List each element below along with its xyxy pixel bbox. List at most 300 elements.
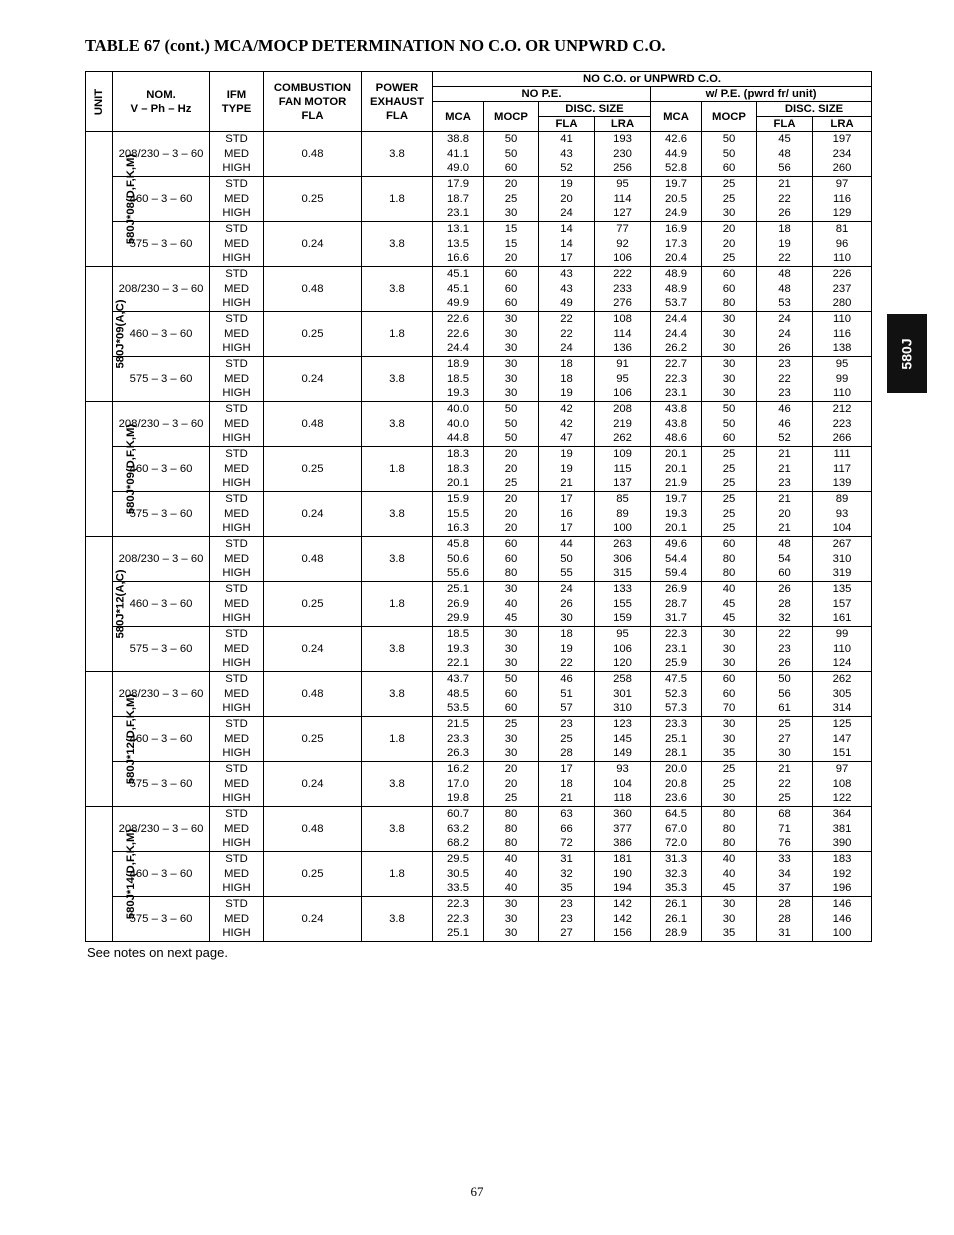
- ifm-type-cell-value: STD: [225, 628, 248, 640]
- lra2-cell-value: 197: [832, 133, 852, 145]
- mocp2-cell-value: 40: [722, 853, 736, 865]
- mca-cell-value: 25.1: [447, 927, 469, 940]
- header-w-pe: w/ P.E. (pwrd fr/ unit): [651, 87, 872, 102]
- mocp-cell-value: 30: [504, 327, 518, 340]
- mocp-cell-value: 30: [504, 747, 518, 760]
- mca-cell-value: 55.6: [447, 567, 469, 580]
- fla2-cell-value: 21: [778, 763, 791, 775]
- mca-cell: [433, 492, 484, 537]
- mocp2-cell-value: 25: [722, 493, 736, 505]
- mca2-cell-value: 48.9: [665, 268, 687, 280]
- header-ifm-type: IFM TYPE: [210, 72, 264, 132]
- fla2-cell: [757, 357, 813, 402]
- header-no-pe: NO P.E.: [433, 87, 651, 102]
- lra2-cell-value: 125: [832, 718, 852, 730]
- fla2-cell-value: 46: [778, 403, 791, 415]
- ifm-type-cell-value: MED: [223, 642, 250, 655]
- lra-cell-value: 155: [613, 597, 632, 610]
- lra2-cell-value: 89: [835, 493, 849, 505]
- fla2-cell-value: 34: [778, 867, 791, 880]
- fla-cell: [539, 132, 595, 177]
- fla-cell-value: 21: [560, 792, 573, 805]
- table-row: [86, 852, 872, 897]
- fla2-cell-value: 24: [778, 313, 791, 325]
- mocp-cell-value: 50: [504, 403, 518, 415]
- mca2-cell-value: 20.8: [665, 777, 687, 790]
- mca2-cell-value: 20.1: [665, 448, 687, 460]
- fla-cell-value: 44: [560, 538, 573, 550]
- mca2-cell-value: 20.1: [665, 462, 687, 475]
- mocp2-cell-value: 30: [722, 342, 736, 355]
- fla2-cell-value: 23: [778, 477, 791, 490]
- lra2-cell-value: 260: [832, 162, 852, 175]
- mca-cell: [433, 672, 484, 717]
- power-exhaust-fla-cell: 3.8: [362, 672, 433, 717]
- combustion-fla-cell: 0.24: [264, 897, 362, 942]
- mocp2-cell-value: 25: [722, 462, 736, 475]
- mca2-cell-value: 22.3: [665, 372, 687, 385]
- lra-cell-value: 100: [613, 522, 632, 535]
- fla-cell-value: 22: [560, 327, 573, 340]
- unit-label: 580J*08(D,F,K,M): [86, 132, 113, 267]
- combustion-fla-cell: 0.25: [264, 312, 362, 357]
- fla-cell: [539, 312, 595, 357]
- lra2-cell-value: 234: [832, 147, 852, 160]
- table-row: [86, 672, 872, 717]
- mca2-cell: [651, 537, 702, 582]
- mocp-cell: [484, 177, 539, 222]
- lra2-cell-value: 381: [832, 822, 852, 835]
- lra-cell-value: 181: [613, 853, 632, 865]
- fla2-cell: [757, 582, 813, 627]
- mca2-cell-value: 25.1: [665, 732, 687, 745]
- fla-cell-value: 14: [560, 237, 573, 250]
- combustion-fla-cell: 0.24: [264, 762, 362, 807]
- mocp2-cell: [702, 672, 757, 717]
- lra2-cell-value: 212: [832, 403, 852, 415]
- fla-cell-value: 72: [560, 837, 573, 850]
- voltage-cell: 208/230 – 3 – 60: [113, 402, 210, 447]
- mocp2-cell-value: 25: [722, 522, 736, 535]
- fla2-cell-value: 30: [778, 747, 791, 760]
- mca2-cell-value: 20.4: [665, 252, 687, 265]
- ifm-type-cell-value: STD: [225, 853, 248, 865]
- fla-cell-value: 46: [560, 673, 573, 685]
- ifm-type-cell-value: MED: [223, 462, 250, 475]
- mocp-cell-value: 60: [504, 297, 518, 310]
- power-exhaust-fla-cell: 3.8: [362, 222, 433, 267]
- fla2-cell: [757, 492, 813, 537]
- fla2-cell-value: 21: [778, 522, 791, 535]
- mca2-cell-value: 16.9: [665, 223, 687, 235]
- lra2-cell-value: 223: [832, 417, 852, 430]
- mca-cell-value: 45.8: [447, 538, 469, 550]
- ifm-type-cell: [210, 402, 264, 447]
- lra2-cell: [813, 267, 872, 312]
- mca-cell: [433, 447, 484, 492]
- mocp-cell: [484, 222, 539, 267]
- mocp2-cell-value: 25: [722, 448, 736, 460]
- lra-cell-value: 95: [616, 372, 629, 385]
- lra2-cell-value: 129: [832, 207, 852, 220]
- mca2-cell-value: 57.3: [665, 702, 687, 715]
- fla2-cell-value: 27: [778, 732, 791, 745]
- lra-cell-value: 93: [616, 763, 629, 775]
- ifm-type-cell-value: HIGH: [222, 837, 251, 850]
- lra-cell: [595, 897, 651, 942]
- mocp2-cell: [702, 402, 757, 447]
- mocp2-cell: [702, 447, 757, 492]
- header-mocp-pe: MOCP: [702, 102, 757, 132]
- ifm-type-cell-value: HIGH: [222, 252, 251, 265]
- header-mca-pe: MCA: [651, 102, 702, 132]
- ifm-type-cell-value: HIGH: [222, 702, 251, 715]
- ifm-type-cell: [210, 537, 264, 582]
- fla-cell-value: 49: [560, 297, 573, 310]
- lra2-cell: [813, 627, 872, 672]
- lra-cell: [595, 177, 651, 222]
- lra2-cell-value: 97: [835, 178, 849, 190]
- lra2-cell-value: 146: [832, 898, 852, 910]
- mca-cell-value: 53.5: [447, 702, 469, 715]
- fla-cell: [539, 807, 595, 852]
- lra2-cell-value: 267: [832, 538, 852, 550]
- fla-cell: [539, 402, 595, 447]
- lra2-cell-value: 135: [832, 583, 852, 595]
- mca2-cell-value: 23.6: [665, 792, 687, 805]
- fla-cell: [539, 222, 595, 267]
- mocp2-cell-value: 80: [722, 837, 736, 850]
- ifm-type-cell: [210, 177, 264, 222]
- lra2-cell-value: 146: [832, 912, 852, 925]
- lra-cell-value: 114: [613, 192, 632, 205]
- fla-cell-value: 18: [560, 358, 573, 370]
- lra-cell: [595, 132, 651, 177]
- lra2-cell-value: 124: [832, 657, 852, 670]
- ifm-type-cell-value: STD: [225, 313, 248, 325]
- mocp-cell-value: 30: [504, 387, 518, 400]
- mocp-cell-value: 20: [504, 493, 518, 505]
- mca2-cell: [651, 897, 702, 942]
- lra2-cell: [813, 492, 872, 537]
- combustion-fla-cell: 0.25: [264, 447, 362, 492]
- mca-cell-value: 15.5: [447, 507, 469, 520]
- ifm-type-cell-value: MED: [223, 822, 250, 835]
- mocp2-cell-value: 45: [722, 882, 736, 895]
- mocp-cell-value: 60: [504, 268, 518, 280]
- lra-cell-value: 95: [616, 178, 629, 190]
- combustion-fla-cell: 0.48: [264, 132, 362, 177]
- lra2-cell-value: 110: [833, 313, 852, 325]
- combustion-fla-cell: 0.24: [264, 357, 362, 402]
- lra-cell: [595, 852, 651, 897]
- mocp2-cell-value: 25: [722, 477, 736, 490]
- fla2-cell: [757, 132, 813, 177]
- fla2-cell-value: 23: [778, 358, 791, 370]
- lra-cell: [595, 402, 651, 447]
- lra2-cell-value: 390: [832, 837, 852, 850]
- mocp2-cell-value: 25: [722, 192, 736, 205]
- mocp-cell-value: 40: [504, 597, 518, 610]
- voltage-cell: 208/230 – 3 – 60: [113, 672, 210, 717]
- fla2-cell-value: 33: [778, 853, 791, 865]
- voltage-cell: 575 – 3 – 60: [113, 762, 210, 807]
- mocp-cell-value: 20: [504, 507, 518, 520]
- lra-cell-value: 262: [613, 432, 632, 445]
- mocp-cell: [484, 132, 539, 177]
- mca2-cell: [651, 402, 702, 447]
- ifm-type-cell: [210, 492, 264, 537]
- ifm-type-cell-value: STD: [225, 358, 248, 370]
- ifm-type-cell-value: MED: [223, 777, 250, 790]
- mca2-cell: [651, 762, 702, 807]
- mocp2-cell-value: 80: [722, 297, 736, 310]
- mca2-cell-value: 49.6: [665, 538, 687, 550]
- fla2-cell-value: 56: [778, 162, 791, 175]
- mocp-cell-value: 80: [504, 808, 518, 820]
- mca2-cell: [651, 177, 702, 222]
- mca2-cell-value: 19.7: [665, 178, 687, 190]
- lra-cell-value: 256: [613, 162, 632, 175]
- mocp2-cell: [702, 537, 757, 582]
- ifm-type-cell-value: HIGH: [222, 162, 251, 175]
- fla2-cell-value: 32: [778, 612, 791, 625]
- voltage-cell: 460 – 3 – 60: [113, 582, 210, 627]
- ifm-type-cell: [210, 582, 264, 627]
- mca2-cell-value: 17.3: [665, 237, 687, 250]
- ifm-type-cell-value: HIGH: [222, 747, 251, 760]
- fla-cell-value: 31: [560, 853, 573, 865]
- fla2-cell: [757, 402, 813, 447]
- fla2-cell-value: 48: [778, 282, 791, 295]
- mca-cell: [433, 222, 484, 267]
- ifm-type-cell-value: STD: [225, 403, 248, 415]
- power-exhaust-fla-cell: 3.8: [362, 492, 433, 537]
- table-row: [86, 762, 872, 807]
- mca2-cell-value: 28.9: [665, 927, 687, 940]
- ifm-type-cell-value: HIGH: [222, 342, 251, 355]
- mocp2-cell-value: 30: [722, 358, 736, 370]
- mocp-cell-value: 50: [504, 133, 518, 145]
- fla2-cell-value: 21: [778, 493, 791, 505]
- unit-label: 580J*09(D,F,K,M): [86, 402, 113, 537]
- lra-cell-value: 193: [613, 133, 632, 145]
- table-row: [86, 177, 872, 222]
- mocp2-cell-value: 30: [722, 732, 736, 745]
- fla-cell-value: 17: [560, 522, 573, 535]
- fla2-cell-value: 28: [778, 898, 791, 910]
- mocp-cell-value: 60: [504, 282, 518, 295]
- combustion-fla-cell: 0.48: [264, 402, 362, 447]
- lra-cell-value: 142: [613, 898, 632, 910]
- lra-cell-value: 104: [613, 777, 632, 790]
- mca-cell-value: 22.6: [447, 327, 469, 340]
- mocp-cell: [484, 807, 539, 852]
- fla-cell-value: 30: [560, 612, 573, 625]
- combustion-fla-cell: 0.48: [264, 537, 362, 582]
- lra2-cell-value: 97: [835, 763, 849, 775]
- mocp-cell-value: 30: [504, 358, 518, 370]
- power-exhaust-fla-cell: 3.8: [362, 627, 433, 672]
- fla-cell-value: 50: [560, 552, 573, 565]
- lra-cell: [595, 762, 651, 807]
- fla2-cell: [757, 177, 813, 222]
- mocp-cell-value: 20: [504, 252, 518, 265]
- lra2-cell-value: 138: [832, 342, 852, 355]
- mca-cell-value: 16.6: [447, 252, 469, 265]
- fla-cell-value: 52: [560, 162, 573, 175]
- fla2-cell-value: 31: [778, 927, 791, 940]
- fla-cell-value: 19: [560, 448, 573, 460]
- mocp-cell-value: 80: [504, 822, 518, 835]
- mocp-cell-value: 25: [504, 718, 518, 730]
- fla2-cell-value: 48: [778, 147, 791, 160]
- lra-cell-value: 194: [613, 882, 632, 895]
- fla2-cell-value: 53: [778, 297, 791, 310]
- lra2-cell: [813, 132, 872, 177]
- ifm-type-cell: [210, 447, 264, 492]
- mca-cell: [433, 582, 484, 627]
- mocp-cell-value: 20: [504, 777, 518, 790]
- fla2-cell: [757, 312, 813, 357]
- lra-cell-value: 123: [613, 718, 632, 730]
- fla-cell-value: 42: [560, 403, 573, 415]
- mocp2-cell: [702, 132, 757, 177]
- fla-cell-value: 32: [560, 867, 573, 880]
- lra2-cell-value: 196: [832, 882, 852, 895]
- mocp2-cell-value: 60: [722, 673, 736, 685]
- mocp2-cell: [702, 897, 757, 942]
- mca-cell-value: 45.1: [447, 268, 469, 280]
- fla2-cell-value: 25: [778, 718, 791, 730]
- mocp2-cell: [702, 267, 757, 312]
- table-row: [86, 222, 872, 267]
- table-row: [86, 357, 872, 402]
- mocp2-cell: [702, 492, 757, 537]
- fla2-cell-value: 26: [778, 207, 791, 220]
- mocp-cell-value: 60: [504, 162, 518, 175]
- mca2-cell-value: 42.6: [665, 133, 687, 145]
- lra-cell-value: 377: [613, 822, 632, 835]
- fla2-cell: [757, 852, 813, 897]
- fla-cell-value: 19: [560, 462, 573, 475]
- ifm-type-cell-value: MED: [223, 597, 250, 610]
- power-exhaust-fla-cell: 3.8: [362, 537, 433, 582]
- lra2-cell-value: 364: [832, 808, 852, 820]
- table-row: [86, 267, 872, 312]
- mocp-cell-value: 60: [504, 552, 518, 565]
- lra2-cell-value: 99: [835, 372, 849, 385]
- mocp2-cell-value: 50: [722, 133, 736, 145]
- lra-cell-value: 109: [613, 448, 632, 460]
- fla2-cell-value: 26: [778, 657, 791, 670]
- mocp2-cell: [702, 177, 757, 222]
- ifm-type-cell-value: STD: [225, 718, 248, 730]
- mocp-cell-value: 40: [504, 867, 518, 880]
- fla-cell-value: 20: [560, 192, 573, 205]
- mca2-cell-value: 23.3: [665, 718, 687, 730]
- table-row: [86, 492, 872, 537]
- fla-cell-value: 22: [560, 313, 573, 325]
- mca-cell-value: 48.5: [447, 687, 469, 700]
- ifm-type-cell-value: MED: [223, 912, 250, 925]
- fla2-cell-value: 28: [778, 597, 791, 610]
- mocp2-cell-value: 60: [722, 687, 736, 700]
- mca-cell-value: 43.7: [447, 673, 469, 685]
- voltage-cell: 575 – 3 – 60: [113, 357, 210, 402]
- fla-cell-value: 24: [560, 583, 573, 595]
- ifm-type-cell-value: STD: [225, 808, 248, 820]
- fla2-cell-value: 76: [778, 837, 791, 850]
- lra2-cell-value: 161: [832, 612, 852, 625]
- fla2-cell: [757, 762, 813, 807]
- voltage-cell: 575 – 3 – 60: [113, 222, 210, 267]
- lra-cell-value: 136: [613, 342, 632, 355]
- fla-cell-value: 18: [560, 777, 573, 790]
- fla2-cell-value: 37: [778, 882, 791, 895]
- fla-cell: [539, 492, 595, 537]
- table-row: [86, 717, 872, 762]
- mca-cell-value: 19.3: [447, 387, 469, 400]
- mocp-cell-value: 15: [504, 237, 518, 250]
- fla2-cell-value: 45: [778, 133, 791, 145]
- mca-cell-value: 26.9: [447, 597, 469, 610]
- lra-cell-value: 230: [613, 147, 632, 160]
- mca2-cell-value: 48.6: [665, 432, 687, 445]
- power-exhaust-fla-cell: 3.8: [362, 807, 433, 852]
- lra-cell-value: 301: [613, 687, 632, 700]
- fla2-cell-value: 22: [778, 252, 791, 265]
- ifm-type-cell-value: STD: [225, 493, 248, 505]
- ifm-type-cell: [210, 357, 264, 402]
- mocp-cell-value: 30: [504, 732, 518, 745]
- fla-cell-value: 43: [560, 282, 573, 295]
- mocp-cell-value: 30: [504, 207, 518, 220]
- mocp2-cell-value: 30: [722, 313, 736, 325]
- lra-cell-value: 118: [613, 792, 632, 805]
- mocp-cell-value: 20: [504, 178, 518, 190]
- power-exhaust-fla-cell: 1.8: [362, 447, 433, 492]
- lra2-cell: [813, 357, 872, 402]
- mocp2-cell-value: 30: [722, 898, 736, 910]
- fla2-cell-value: 21: [778, 178, 791, 190]
- mocp-cell-value: 40: [504, 882, 518, 895]
- mca-cell-value: 16.2: [447, 763, 469, 775]
- lra-cell-value: 190: [613, 867, 632, 880]
- mocp-cell-value: 15: [504, 223, 518, 235]
- fla2-cell: [757, 672, 813, 717]
- mca2-cell-value: 24.9: [665, 207, 687, 220]
- lra2-cell-value: 117: [833, 462, 852, 475]
- mca-cell-value: 25.1: [447, 583, 469, 595]
- lra2-cell-value: 237: [832, 282, 852, 295]
- lra2-cell: [813, 312, 872, 357]
- combustion-fla-cell: 0.25: [264, 717, 362, 762]
- lra2-cell-value: 226: [832, 268, 852, 280]
- fla2-cell-value: 22: [778, 192, 791, 205]
- ifm-type-cell-value: MED: [223, 147, 250, 160]
- mca2-cell-value: 19.3: [665, 507, 687, 520]
- mocp-cell-value: 50: [504, 432, 518, 445]
- mocp2-cell-value: 30: [722, 912, 736, 925]
- mca2-cell: [651, 312, 702, 357]
- lra-cell-value: 92: [616, 237, 629, 250]
- mca-cell-value: 18.3: [447, 448, 469, 460]
- mca2-cell: [651, 492, 702, 537]
- lra-cell-value: 208: [613, 403, 632, 415]
- lra2-cell: [813, 537, 872, 582]
- mocp2-cell-value: 50: [722, 417, 736, 430]
